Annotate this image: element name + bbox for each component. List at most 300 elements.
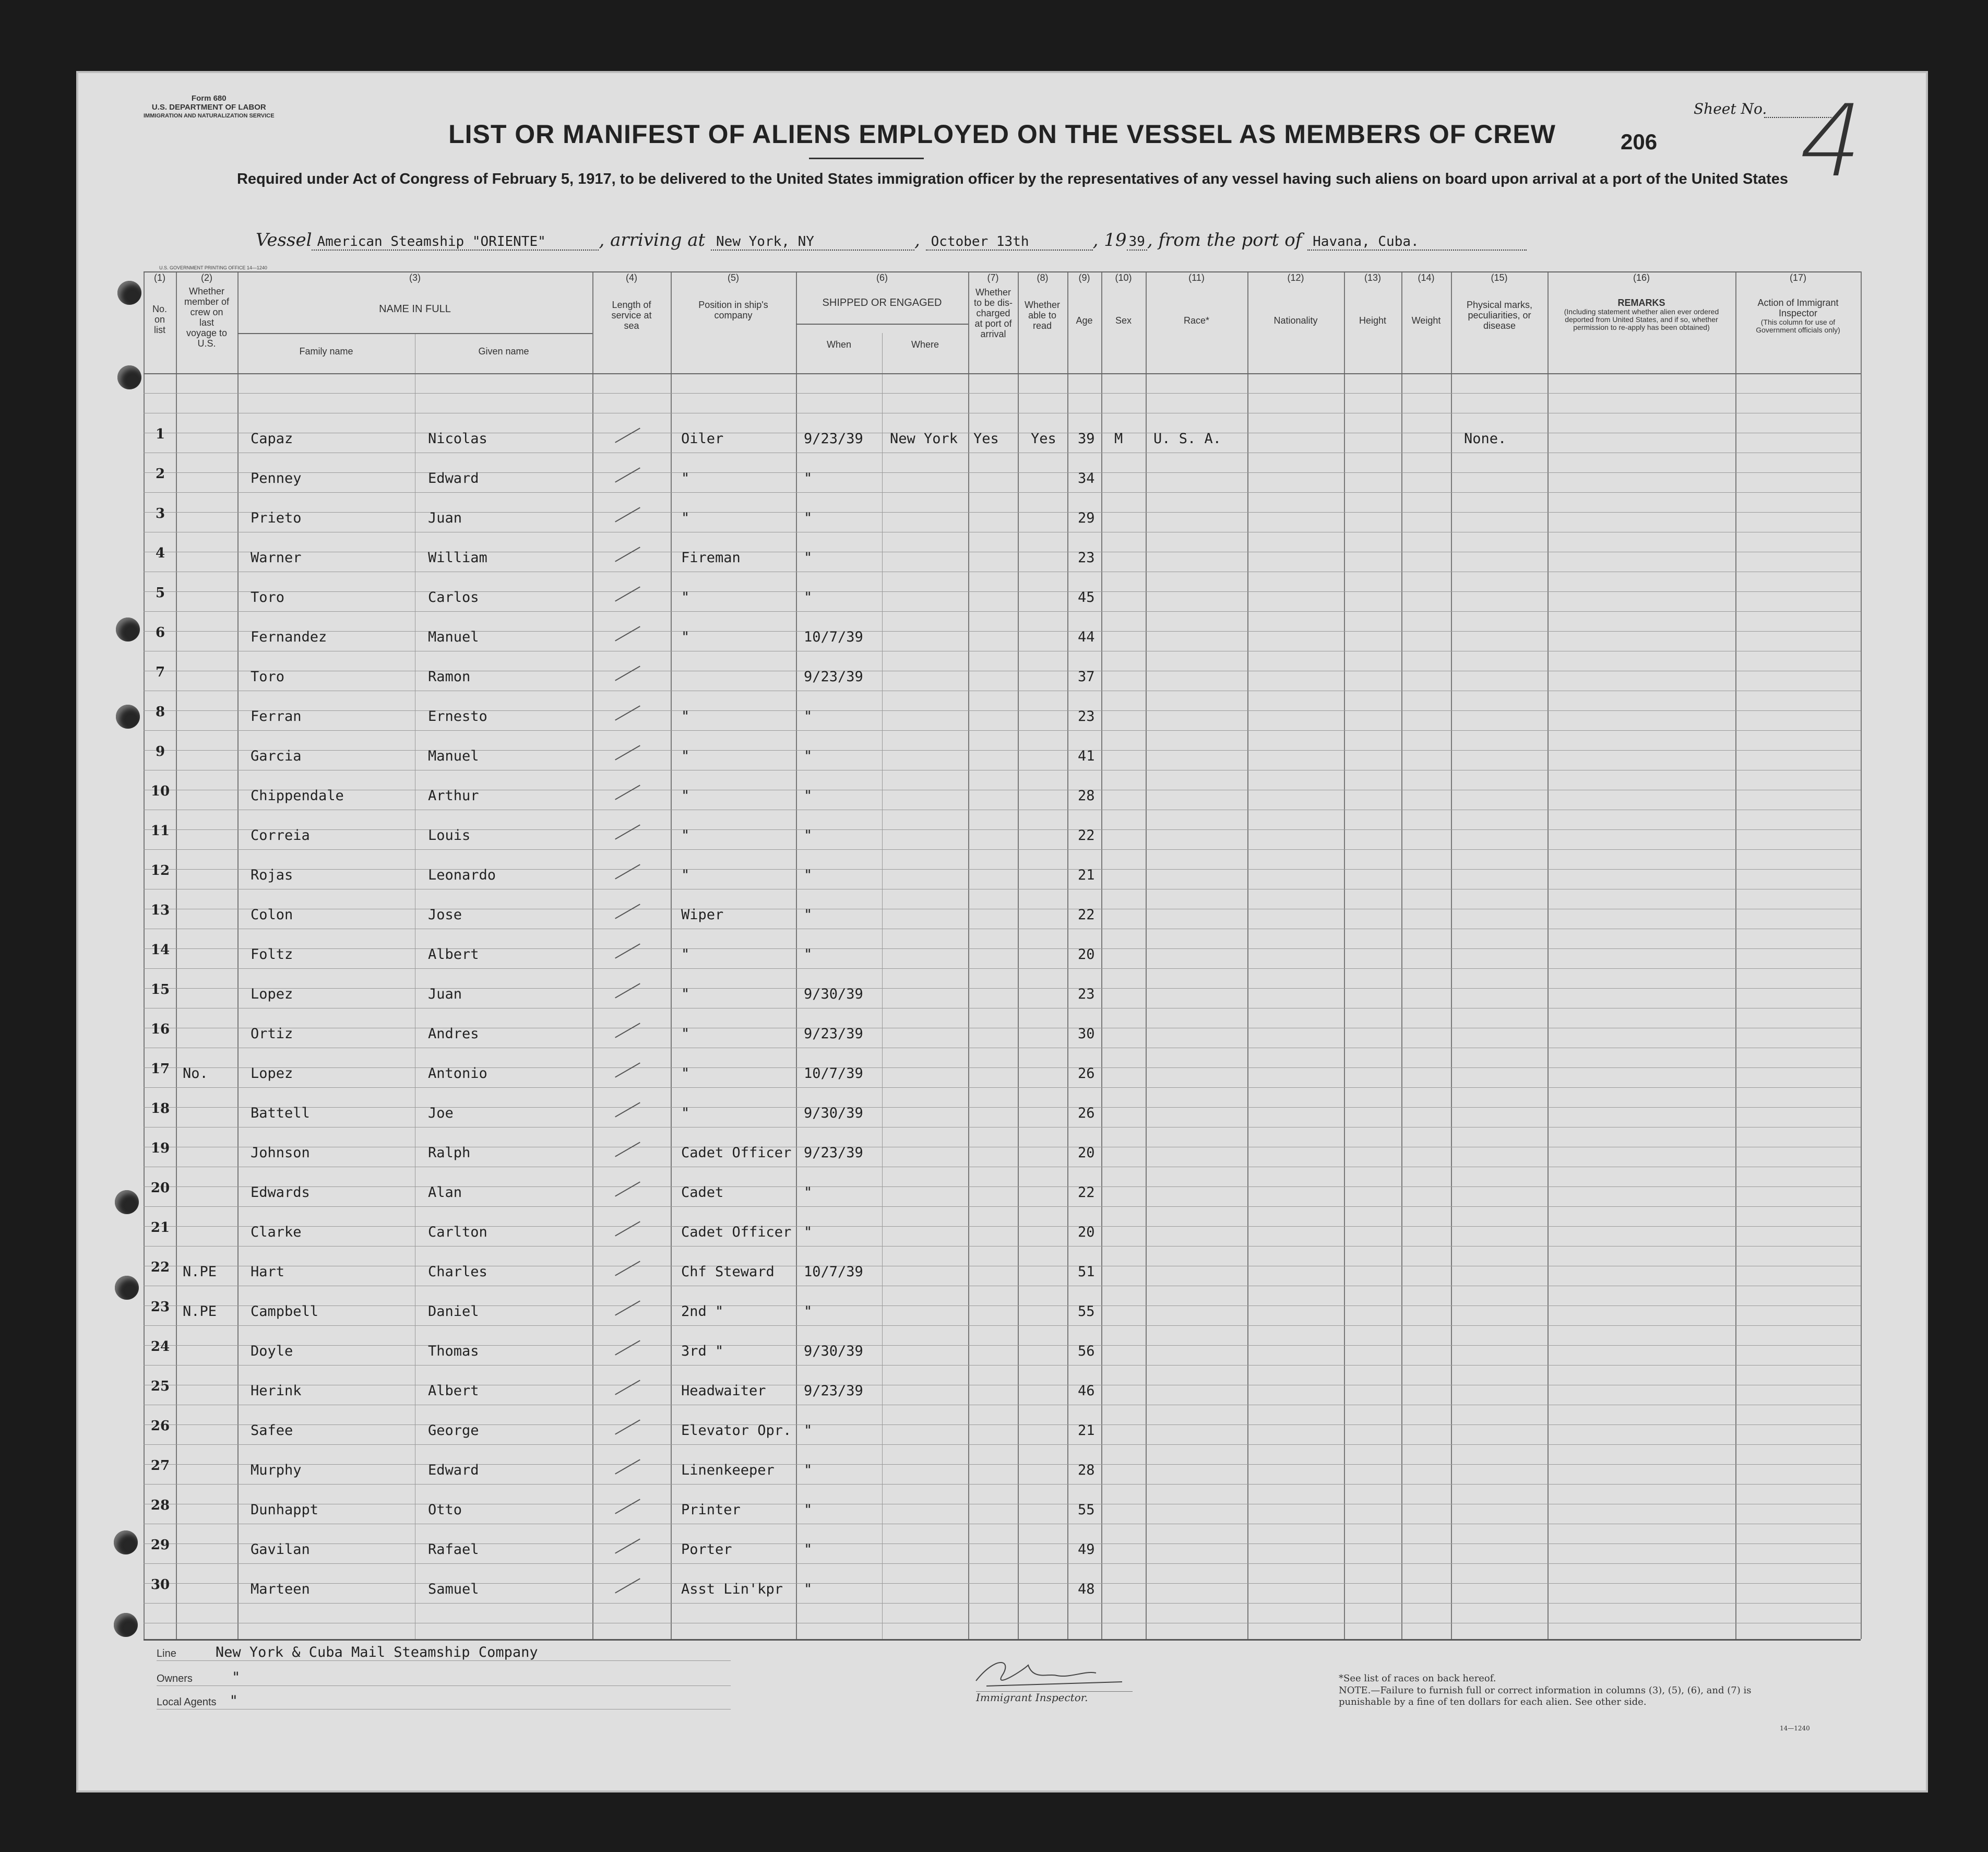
row-age: 23 <box>1078 708 1095 725</box>
row-number: 28 <box>150 1498 170 1513</box>
service-tick-mark <box>615 864 640 879</box>
row-rule <box>144 1087 1861 1088</box>
column-rule <box>968 271 969 1639</box>
row-age: 41 <box>1078 748 1095 764</box>
row-rule <box>144 512 1861 513</box>
row-age: 20 <box>1078 1145 1095 1161</box>
row-number: 15 <box>150 982 170 998</box>
row-position: Wiper <box>681 907 724 923</box>
row-age: 56 <box>1078 1343 1095 1359</box>
col6-when-header: When <box>826 339 852 350</box>
row-given: Edward <box>428 1462 479 1478</box>
form-header-info <box>144 94 275 121</box>
row-given: Albert <box>428 1383 479 1399</box>
punch-hole <box>116 618 140 642</box>
from-port-label: , from the port of <box>1147 230 1302 251</box>
punch-hole <box>114 1530 138 1554</box>
row-rule <box>144 472 1861 473</box>
row-age: 22 <box>1078 1184 1095 1201</box>
footer-owners-row <box>157 1669 731 1686</box>
col13-header <box>1344 272 1401 326</box>
col6-num: (6) <box>876 272 888 283</box>
col14-num: (14) <box>1418 272 1435 283</box>
row-number: 17 <box>150 1061 170 1077</box>
row-position: Cadet Officer <box>681 1145 792 1161</box>
row-when: " <box>804 1224 813 1240</box>
subheader-rule <box>237 333 592 334</box>
row-rule <box>144 492 1861 493</box>
col4-num: (4) <box>626 272 637 283</box>
row-family: Safee <box>251 1422 293 1439</box>
punch-hole <box>117 365 141 389</box>
subheader-rule <box>796 324 968 325</box>
row-family: Colon <box>251 907 293 923</box>
col3-num: (3) <box>409 272 421 283</box>
col14-label: Weight <box>1411 315 1441 326</box>
service-tick-mark <box>615 983 640 998</box>
service-tick-mark <box>615 943 640 958</box>
service-tick-mark <box>615 1181 640 1196</box>
column-rule <box>671 271 672 1639</box>
row-family: Penney <box>251 470 302 486</box>
row-given: Manuel <box>428 748 479 764</box>
service-tick-mark <box>615 1419 640 1434</box>
col17-sub: (This column for use of Government officials only) <box>1756 318 1840 334</box>
row-given: Louis <box>428 827 471 844</box>
row-number: 29 <box>150 1537 170 1553</box>
row-when: " <box>804 1303 813 1320</box>
row-position: " <box>681 1065 690 1082</box>
row-age: 20 <box>1078 1224 1095 1240</box>
column-rule <box>1146 271 1147 1639</box>
row-when: 10/7/39 <box>804 1065 863 1082</box>
col4-header <box>592 272 671 331</box>
row-given: Carlton <box>428 1224 487 1240</box>
service-tick-mark <box>615 1023 640 1038</box>
service-tick-mark <box>615 785 640 800</box>
service-tick-mark <box>615 666 640 681</box>
row-number: 8 <box>155 704 165 720</box>
row-position: Printer <box>681 1502 741 1518</box>
sheet-number-value: 4 <box>1788 84 1876 199</box>
row-rule <box>144 1563 1861 1564</box>
service-tick-mark <box>615 1499 640 1514</box>
row-number: 13 <box>150 903 170 918</box>
row-when: 9/23/39 <box>804 669 863 685</box>
service-tick-mark <box>615 1300 640 1315</box>
column-rule <box>176 271 177 1639</box>
row-number: 1 <box>155 426 165 442</box>
col11-header <box>1146 272 1247 326</box>
row-position: Cadet Officer <box>681 1224 792 1240</box>
service-tick-mark <box>615 1261 640 1276</box>
row-age: 23 <box>1078 550 1095 566</box>
row-family: Rojas <box>251 867 293 883</box>
row-age: 48 <box>1078 1581 1095 1597</box>
sheet-number-label: Sheet No. <box>1694 100 1767 117</box>
col8-header <box>1018 272 1067 331</box>
col9-label: Age <box>1076 315 1093 326</box>
col15-num: (15) <box>1491 272 1508 283</box>
row-number: 14 <box>150 942 170 958</box>
row-position: " <box>681 986 690 1002</box>
row-rule <box>144 591 1861 592</box>
col3-given-header: Given name <box>478 346 529 357</box>
service-tick-mark <box>615 1221 640 1236</box>
row-given: Ramon <box>428 669 471 685</box>
row-given: George <box>428 1422 479 1439</box>
row-number: 24 <box>150 1339 170 1355</box>
row-age: 46 <box>1078 1383 1095 1399</box>
owners-value: " <box>232 1669 241 1685</box>
row-rule <box>144 710 1861 711</box>
row-rule <box>144 1107 1861 1108</box>
row-position: Oiler <box>681 431 724 447</box>
col8-label: Whether able to read <box>1024 300 1061 331</box>
agents-value: " <box>229 1693 238 1709</box>
row-position: Fireman <box>681 550 741 566</box>
row-family: Edwards <box>251 1184 310 1201</box>
row-number: 9 <box>155 744 165 759</box>
col17-header <box>1735 272 1861 334</box>
col14-header <box>1401 272 1451 326</box>
row-when: 9/23/39 <box>804 1383 863 1399</box>
vessel-label: Vessel <box>256 230 312 251</box>
year-prefix: 19 <box>1104 230 1127 251</box>
row-rule <box>144 1305 1861 1306</box>
page-subtitle: Required under Act of Congress of February 5, 1917, to be delivered to the United States immigration officer by the representatives of any vessel having such aliens on board upon arrival at a port of the United States <box>236 171 1789 187</box>
row-given: Otto <box>428 1502 462 1518</box>
row-age: 26 <box>1078 1065 1095 1082</box>
crew-table <box>144 271 1861 1639</box>
row-when: " <box>804 1541 813 1558</box>
row-position: " <box>681 589 690 606</box>
row-rule <box>144 1067 1861 1068</box>
col12-num: (12) <box>1287 272 1304 283</box>
row-age: 37 <box>1078 669 1095 685</box>
row-rule <box>144 1325 1861 1326</box>
row-age: 29 <box>1078 510 1095 526</box>
row-rule <box>144 1186 1861 1187</box>
table-bottom-rule <box>144 1639 1861 1641</box>
col10-header <box>1101 272 1146 326</box>
footer-agents-row <box>157 1693 731 1709</box>
row-rule <box>144 829 1861 830</box>
title-underline <box>809 158 924 159</box>
row-age: 34 <box>1078 470 1095 486</box>
col11-num: (11) <box>1188 272 1205 283</box>
row-rule <box>144 869 1861 870</box>
col6-label: SHIPPED OR ENGAGED <box>822 297 942 308</box>
col10-num: (10) <box>1115 272 1132 283</box>
row-rule <box>144 1603 1861 1604</box>
row-number: 25 <box>150 1379 170 1394</box>
penalty-note: NOTE.—Failure to furnish full or correct information in columns (3), (5), (6), and (7) is punishable by a fine of ten dollars for each alien. See other side. <box>1339 1685 1752 1707</box>
col3-label: NAME IN FULL <box>379 303 451 315</box>
row-family: Correia <box>251 827 310 844</box>
printing-office-note: U.S. GOVERNMENT PRINTING OFFICE 14—1240 <box>159 265 267 270</box>
row-given: Ralph <box>428 1145 471 1161</box>
row-number: 21 <box>150 1220 170 1236</box>
row-given: Rafael <box>428 1541 479 1558</box>
punch-hole <box>116 705 140 729</box>
row-number: 23 <box>150 1299 170 1315</box>
service-tick-mark <box>615 1102 640 1117</box>
row-family: Ortiz <box>251 1026 293 1042</box>
row-position: Porter <box>681 1541 732 1558</box>
row-when: " <box>804 1581 813 1597</box>
column-rule <box>1067 271 1068 1639</box>
service-tick-mark <box>615 904 640 919</box>
row-read: Yes <box>1031 431 1056 447</box>
row-number: 20 <box>150 1180 170 1196</box>
column-rule <box>1018 271 1019 1639</box>
row-when: " <box>804 550 813 566</box>
row-given: Thomas <box>428 1343 479 1359</box>
row-family: Fernandez <box>251 629 327 645</box>
col1-label: No. on list <box>152 304 167 335</box>
row-when: 9/30/39 <box>804 1343 863 1359</box>
file-number-stamp: 206 <box>1621 129 1658 154</box>
service-tick-mark <box>615 1578 640 1593</box>
col4-label: Length of service at sea <box>611 300 652 331</box>
row-position: " <box>681 1026 690 1042</box>
col8-num: (8) <box>1037 272 1049 283</box>
row-position: " <box>681 510 690 526</box>
row-position: Elevator Opr. <box>681 1422 792 1439</box>
row-when: 9/23/39 <box>804 1026 863 1042</box>
column-rule <box>1735 271 1736 1639</box>
row-position: 3rd " <box>681 1343 724 1359</box>
row-position: 2nd " <box>681 1303 724 1320</box>
col17-label: Action of Immigrant Inspector <box>1757 298 1839 318</box>
punch-hole <box>115 1276 139 1300</box>
row-given: Andres <box>428 1026 479 1042</box>
col2-num: (2) <box>201 272 212 283</box>
row-rule <box>144 631 1861 632</box>
row-family: Hart <box>251 1264 285 1280</box>
row-rule <box>144 1226 1861 1227</box>
row-when: 9/30/39 <box>804 1105 863 1121</box>
col16-num: (16) <box>1633 272 1650 283</box>
row-family: Prieto <box>251 510 302 526</box>
row-age: 21 <box>1078 1422 1095 1439</box>
column-rule <box>1344 271 1345 1639</box>
service-tick-mark <box>615 547 640 562</box>
col2-label: Whether member of crew on last voyage to U.S. <box>184 286 230 349</box>
row-age: 51 <box>1078 1264 1095 1280</box>
row-position: Cadet <box>681 1184 724 1201</box>
row-family: Capaz <box>251 431 293 447</box>
row-family: Ferran <box>251 708 302 725</box>
arrival-date: October 13th <box>926 234 1093 251</box>
row-when: " <box>804 907 813 923</box>
col12-header <box>1247 272 1344 326</box>
row-position: " <box>681 1105 690 1121</box>
row-race: U. S. A. <box>1153 431 1222 447</box>
col3-family-header: Family name <box>299 346 353 357</box>
row-given: Daniel <box>428 1303 479 1320</box>
row-prev: N.PE <box>183 1303 217 1320</box>
row-rule <box>144 988 1861 989</box>
row-prev: N.PE <box>183 1264 217 1280</box>
row-when: " <box>804 1462 813 1478</box>
row-rule <box>144 611 1861 612</box>
row-when: " <box>804 788 813 804</box>
row-when: " <box>804 510 813 526</box>
row-rule <box>144 849 1861 850</box>
row-given: William <box>428 550 487 566</box>
col1-header <box>144 272 176 335</box>
footer-line-row <box>157 1644 731 1661</box>
row-family: Lopez <box>251 1065 293 1082</box>
vessel-name: American Steamship "ORIENTE" <box>312 234 599 251</box>
row-when: 10/7/39 <box>804 1264 863 1280</box>
inspector-label: Immigrant Inspector. <box>976 1691 1133 1703</box>
row-family: Lopez <box>251 986 293 1002</box>
row-given: Juan <box>428 510 462 526</box>
form-number: Form 680 <box>191 94 227 103</box>
line-label: Line <box>157 1648 176 1659</box>
row-given: Ernesto <box>428 708 487 725</box>
row-number: 18 <box>150 1101 170 1117</box>
row-rule <box>144 968 1861 969</box>
row-family: Marteen <box>251 1581 310 1597</box>
row-family: Herink <box>251 1383 302 1399</box>
col7-label: Whether to be dis-charged at port of arrival <box>973 287 1013 339</box>
service-tick-mark <box>615 1062 640 1077</box>
row-rule <box>144 1484 1861 1485</box>
row-family: Toro <box>251 589 285 606</box>
row-when: " <box>804 470 813 486</box>
row-family: Garcia <box>251 748 302 764</box>
row-position: " <box>681 867 690 883</box>
row-rule <box>144 1206 1861 1207</box>
row-when: 9/23/39 <box>804 1145 863 1161</box>
column-rule <box>882 333 883 1639</box>
col16-header <box>1547 272 1735 331</box>
row-position: " <box>681 788 690 804</box>
row-family: Toro <box>251 669 285 685</box>
row-rule <box>144 750 1861 751</box>
row-number: 3 <box>155 506 165 521</box>
column-rule <box>237 271 239 1639</box>
service-tick-mark <box>615 745 640 760</box>
row-rule <box>144 948 1861 949</box>
row-family: Johnson <box>251 1145 310 1161</box>
row-when: " <box>804 827 813 844</box>
row-number: 19 <box>150 1141 170 1156</box>
row-when: " <box>804 589 813 606</box>
col16-sub: (Including statement whether alien ever ordered deported from United States, and if so, whether permission to re-apply has been obtained) <box>1564 307 1719 331</box>
row-position: Chf Steward <box>681 1264 775 1280</box>
row-when: " <box>804 1184 813 1201</box>
races-note: *See list of races on back hereof. <box>1339 1673 1496 1684</box>
row-family: Chippendale <box>251 788 344 804</box>
row-family: Murphy <box>251 1462 302 1478</box>
col2-header <box>176 272 237 349</box>
row-age: 44 <box>1078 629 1095 645</box>
row-given: Jose <box>428 907 462 923</box>
row-position: " <box>681 946 690 963</box>
row-number: 5 <box>155 585 165 601</box>
row-when: 9/23/39 <box>804 431 863 447</box>
column-rule <box>1861 271 1862 1639</box>
row-given: Antonio <box>428 1065 487 1082</box>
owners-label: Owners <box>157 1673 193 1684</box>
row-age: 21 <box>1078 867 1095 883</box>
row-when: " <box>804 867 813 883</box>
column-rule <box>592 271 593 1639</box>
row-given: Charles <box>428 1264 487 1280</box>
col13-num: (13) <box>1364 272 1381 283</box>
row-given: Samuel <box>428 1581 479 1597</box>
row-family: Dunhappt <box>251 1502 319 1518</box>
col5-label: Position in ship's company <box>698 300 768 320</box>
row-age: 55 <box>1078 1303 1095 1320</box>
row-family: Campbell <box>251 1303 319 1320</box>
row-given: Joe <box>428 1105 454 1121</box>
col11-label: Race* <box>1183 315 1210 326</box>
row-given: Leonardo <box>428 867 496 883</box>
row-number: 2 <box>155 466 165 482</box>
row-age: 49 <box>1078 1541 1095 1558</box>
line-value: New York & Cuba Mail Steamship Company <box>215 1644 538 1660</box>
col15-label: Physical marks, peculiarities, or disease <box>1466 300 1533 331</box>
row-when: " <box>804 748 813 764</box>
column-rule <box>1547 271 1549 1639</box>
column-rule <box>1451 271 1452 1639</box>
row-rule <box>144 1464 1861 1465</box>
row-position: Linenkeeper <box>681 1462 775 1478</box>
row-number: 22 <box>150 1260 170 1275</box>
service-name: IMMIGRATION AND NATURALIZATION SERVICE <box>144 113 275 119</box>
col7-num: (7) <box>987 272 999 283</box>
row-discharged: Yes <box>973 431 999 447</box>
service-tick-mark <box>615 824 640 839</box>
row-given: Carlos <box>428 589 479 606</box>
row-number: 16 <box>150 1022 170 1037</box>
col13-label: Height <box>1359 315 1387 326</box>
row-family: Warner <box>251 550 302 566</box>
vessel-line: Vessel American Steamship "ORIENTE" , arriving at New York, NY , October 13th , 19 39 , from the port of Havana, Cuba. <box>256 230 1527 251</box>
service-tick-mark <box>615 428 640 443</box>
row-age: 22 <box>1078 907 1095 923</box>
row-family: Clarke <box>251 1224 302 1240</box>
col9-header <box>1067 272 1101 326</box>
header-rule <box>144 373 1861 374</box>
row-number: 26 <box>150 1418 170 1434</box>
row-prev: No. <box>183 1065 208 1082</box>
service-tick-mark <box>615 586 640 601</box>
column-rule <box>1401 271 1402 1639</box>
row-position: Asst Lin'kpr <box>681 1581 783 1597</box>
agents-label: Local Agents <box>157 1696 217 1708</box>
row-age: 28 <box>1078 788 1095 804</box>
row-given: Edward <box>428 470 479 486</box>
row-family: Foltz <box>251 946 293 963</box>
col12-label: Nationality <box>1273 315 1318 326</box>
punch-hole <box>117 281 141 305</box>
column-rule <box>1101 271 1102 1639</box>
row-age: 23 <box>1078 986 1095 1002</box>
row-number: 27 <box>150 1458 170 1474</box>
row-rule <box>144 730 1861 731</box>
row-rule <box>144 1424 1861 1425</box>
row-number: 11 <box>150 823 170 839</box>
row-age: 39 <box>1078 431 1095 447</box>
row-rule <box>144 1365 1861 1366</box>
